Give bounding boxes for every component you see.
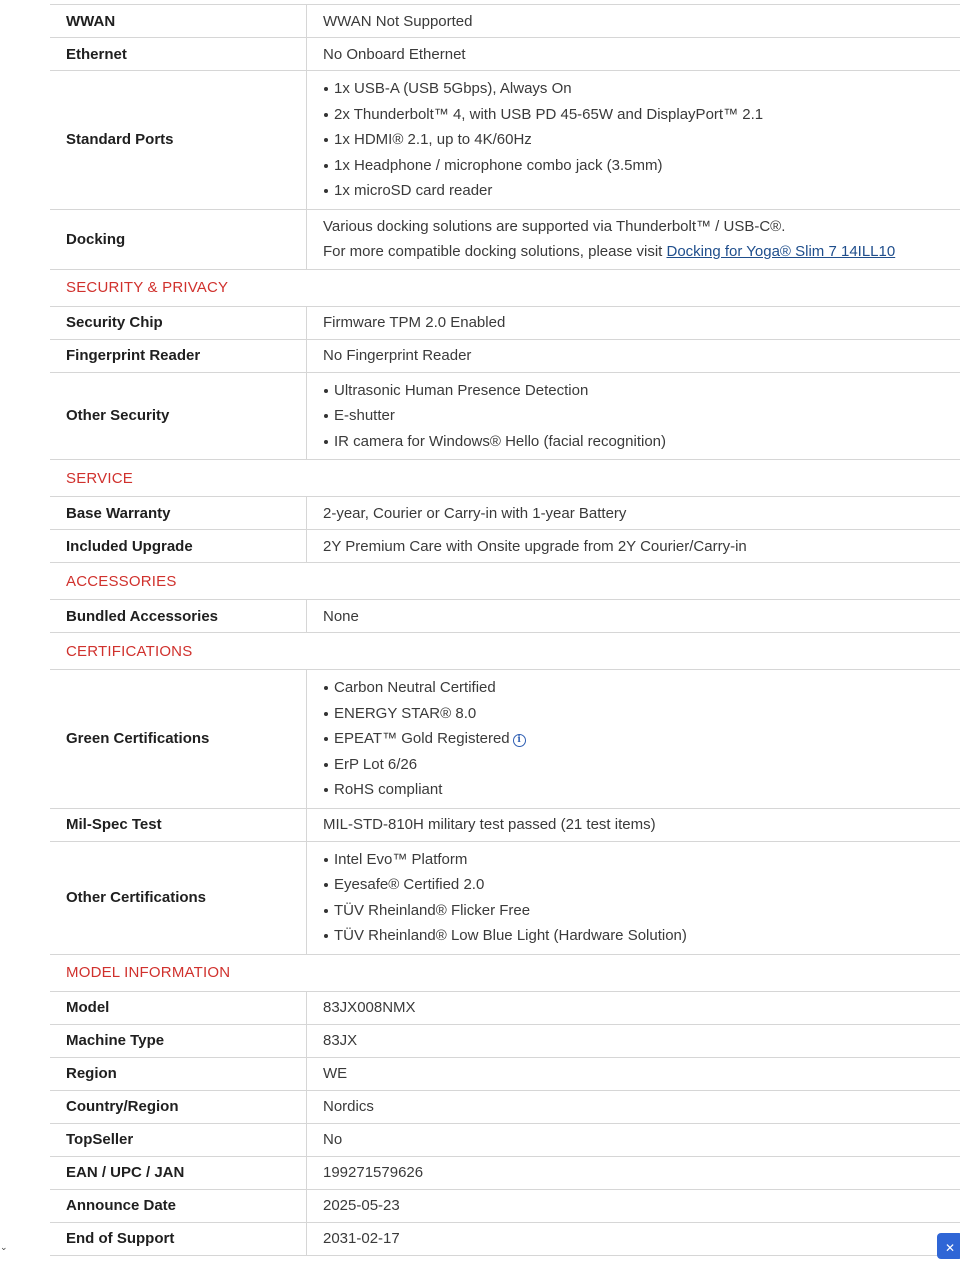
section-security-privacy bbox=[50, 269, 960, 306]
spec-label: Mil-Spec Test bbox=[50, 808, 307, 841]
list-item: TÜV Rheinland® Flicker Free bbox=[334, 898, 960, 924]
section-heading: CERTIFICATIONS bbox=[50, 633, 960, 670]
docking-text: Various docking solutions are supported via Thunderbolt™ / USB-C®. bbox=[323, 214, 960, 240]
spec-value bbox=[307, 670, 960, 809]
list-item bbox=[334, 726, 960, 752]
spec-label: Included Upgrade bbox=[50, 530, 307, 563]
spec-label: WWAN bbox=[50, 5, 307, 38]
spec-label: Fingerprint Reader bbox=[50, 339, 307, 372]
spec-label: Model bbox=[50, 991, 307, 1024]
close-icon[interactable]: ✕ bbox=[937, 1233, 960, 1259]
section-model-information bbox=[50, 954, 960, 991]
section-heading: SECURITY & PRIVACY bbox=[50, 269, 960, 306]
spec-label: EAN / UPC / JAN bbox=[50, 1156, 307, 1189]
spec-value: 83JX008NMX bbox=[307, 991, 960, 1024]
list-item: 2x Thunderbolt™ 4, with USB PD 45-65W and DisplayPort™ 2.1 bbox=[334, 102, 960, 128]
spec-label: Security Chip bbox=[50, 306, 307, 339]
list-item: Eyesafe® Certified 2.0 bbox=[334, 872, 960, 898]
spec-label: Green Certifications bbox=[50, 670, 307, 809]
spec-row-fingerprint bbox=[50, 339, 960, 372]
list-item: Ultrasonic Human Presence Detection bbox=[334, 378, 960, 404]
spec-row-machine-type bbox=[50, 1024, 960, 1057]
ports-list bbox=[323, 71, 960, 209]
section-certifications bbox=[50, 633, 960, 670]
list-item: 1x HDMI® 2.1, up to 4K/60Hz bbox=[334, 127, 960, 153]
spec-row-ethernet bbox=[50, 38, 960, 71]
spec-value: No Onboard Ethernet bbox=[307, 38, 960, 71]
spec-row-other-certifications bbox=[50, 841, 960, 954]
spec-value bbox=[307, 372, 960, 460]
spec-label: Machine Type bbox=[50, 1024, 307, 1057]
section-heading: SERVICE bbox=[50, 460, 960, 497]
spec-table bbox=[50, 4, 960, 1256]
spec-row-mil-spec bbox=[50, 808, 960, 841]
spec-value bbox=[307, 841, 960, 954]
list-item: 1x Headphone / microphone combo jack (3.5mm) bbox=[334, 153, 960, 179]
section-service bbox=[50, 460, 960, 497]
security-list bbox=[323, 373, 960, 460]
spec-row-included-upgrade bbox=[50, 530, 960, 563]
spec-value: WWAN Not Supported bbox=[307, 5, 960, 38]
spec-label: Bundled Accessories bbox=[50, 600, 307, 633]
info-circle-icon[interactable]: i bbox=[513, 734, 526, 747]
list-item: 1x microSD card reader bbox=[334, 178, 960, 204]
list-item: ErP Lot 6/26 bbox=[334, 752, 960, 778]
docking-text-prefix: For more compatible docking solutions, please visit bbox=[323, 243, 667, 260]
spec-row-region bbox=[50, 1057, 960, 1090]
other-cert-list bbox=[323, 842, 960, 954]
section-heading: MODEL INFORMATION bbox=[50, 954, 960, 991]
spec-value: MIL-STD-810H military test passed (21 test items) bbox=[307, 808, 960, 841]
list-item: IR camera for Windows® Hello (facial recognition) bbox=[334, 429, 960, 455]
spec-label: Other Security bbox=[50, 372, 307, 460]
list-item: Carbon Neutral Certified bbox=[334, 675, 960, 701]
spec-row-country-region bbox=[50, 1090, 960, 1123]
spec-value: 2-year, Courier or Carry-in with 1-year Battery bbox=[307, 497, 960, 530]
spec-value: Nordics bbox=[307, 1090, 960, 1123]
spec-row-base-warranty bbox=[50, 497, 960, 530]
spec-value bbox=[307, 209, 960, 269]
spec-value bbox=[307, 71, 960, 210]
spec-row-model bbox=[50, 991, 960, 1024]
spec-row-end-of-support bbox=[50, 1222, 960, 1255]
spec-value: No bbox=[307, 1123, 960, 1156]
spec-row-standard-ports bbox=[50, 71, 960, 210]
spec-row-ean bbox=[50, 1156, 960, 1189]
spec-value: 2031-02-17 bbox=[307, 1222, 960, 1255]
list-item: E-shutter bbox=[334, 403, 960, 429]
spec-row-other-security bbox=[50, 372, 960, 460]
spec-label: Base Warranty bbox=[50, 497, 307, 530]
spec-label: Region bbox=[50, 1057, 307, 1090]
list-item-text: EPEAT™ Gold Registered bbox=[334, 730, 510, 747]
section-heading: ACCESSORIES bbox=[50, 563, 960, 600]
spec-value: None bbox=[307, 600, 960, 633]
scroll-indicator-icon: ⌄ bbox=[0, 1242, 8, 1253]
list-item: RoHS compliant bbox=[334, 777, 960, 803]
list-item: Intel Evo™ Platform bbox=[334, 847, 960, 873]
spec-value: 2Y Premium Care with Onsite upgrade from 2Y Courier/Carry-in bbox=[307, 530, 960, 563]
section-accessories bbox=[50, 563, 960, 600]
spec-row-security-chip bbox=[50, 306, 960, 339]
spec-row-wwan bbox=[50, 5, 960, 38]
spec-label: End of Support bbox=[50, 1222, 307, 1255]
spec-label: Announce Date bbox=[50, 1189, 307, 1222]
list-item: ENERGY STAR® 8.0 bbox=[334, 701, 960, 727]
spec-label: Other Certifications bbox=[50, 841, 307, 954]
spec-value: 2025-05-23 bbox=[307, 1189, 960, 1222]
list-item: 1x USB-A (USB 5Gbps), Always On bbox=[334, 76, 960, 102]
spec-value: WE bbox=[307, 1057, 960, 1090]
spec-row-docking bbox=[50, 209, 960, 269]
docking-link[interactable]: Docking for Yoga® Slim 7 14ILL10 bbox=[667, 243, 896, 260]
spec-value: 199271579626 bbox=[307, 1156, 960, 1189]
spec-row-topseller bbox=[50, 1123, 960, 1156]
spec-value: 83JX bbox=[307, 1024, 960, 1057]
spec-row-bundled-accessories bbox=[50, 600, 960, 633]
list-item: TÜV Rheinland® Low Blue Light (Hardware Solution) bbox=[334, 923, 960, 949]
spec-value: Firmware TPM 2.0 Enabled bbox=[307, 306, 960, 339]
spec-label: Country/Region bbox=[50, 1090, 307, 1123]
spec-label: Standard Ports bbox=[50, 71, 307, 210]
spec-row-announce-date bbox=[50, 1189, 960, 1222]
spec-label: Ethernet bbox=[50, 38, 307, 71]
green-cert-list bbox=[323, 670, 960, 808]
docking-text bbox=[323, 239, 960, 265]
spec-label: TopSeller bbox=[50, 1123, 307, 1156]
spec-label: Docking bbox=[50, 209, 307, 269]
spec-row-green-certifications bbox=[50, 670, 960, 809]
spec-value: No Fingerprint Reader bbox=[307, 339, 960, 372]
